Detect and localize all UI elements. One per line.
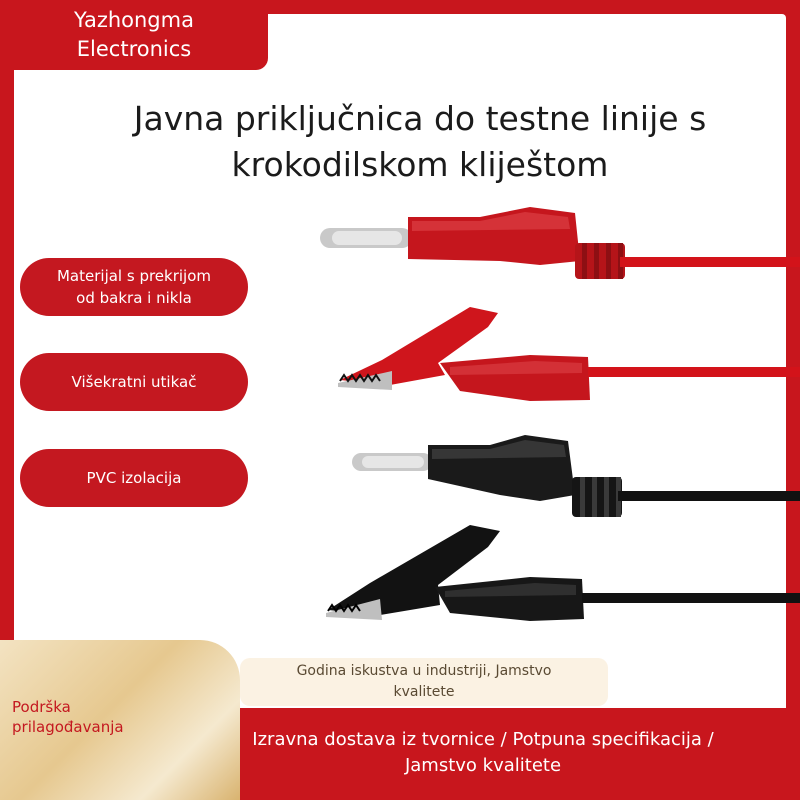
footer-line1: Izravna dostava iz tvornice / Potpuna specifikacija / bbox=[252, 729, 714, 750]
brand-name-line1: Yazhongma bbox=[74, 8, 194, 32]
page-title bbox=[100, 96, 740, 188]
experience-badge bbox=[240, 658, 608, 706]
footer-text bbox=[222, 727, 744, 779]
red-banana-plug-image bbox=[320, 207, 800, 279]
experience-line2: kvalitete bbox=[393, 684, 455, 700]
footer-line2: Jamstvo kvalitete bbox=[404, 755, 562, 776]
customization-line2: prilagođavanja bbox=[12, 718, 124, 736]
customization-line1: Podrška bbox=[12, 698, 71, 716]
feature-text: Višekratni utikač bbox=[71, 373, 197, 391]
title-line1: Javna priključnica do testne linije s bbox=[133, 99, 707, 138]
black-alligator-clip-image bbox=[326, 525, 800, 621]
product-illustration bbox=[320, 195, 800, 635]
customization-label bbox=[12, 697, 162, 737]
feature-text: od bakra i nikla bbox=[76, 289, 192, 307]
black-banana-plug-image bbox=[352, 435, 800, 517]
feature-pill-plug bbox=[20, 353, 248, 411]
feature-pill-material bbox=[20, 258, 248, 316]
title-line2: krokodilskom kliještom bbox=[231, 145, 609, 184]
feature-text: PVC izolacija bbox=[86, 469, 182, 487]
brand-badge bbox=[0, 0, 268, 70]
feature-text: Materijal s prekrijom bbox=[56, 267, 212, 285]
brand-name-line2: Electronics bbox=[76, 37, 192, 61]
experience-line1: Godina iskustva u industriji, Jamstvo bbox=[296, 663, 552, 679]
red-alligator-clip-image bbox=[338, 307, 800, 401]
feature-pill-insulation bbox=[20, 449, 248, 507]
